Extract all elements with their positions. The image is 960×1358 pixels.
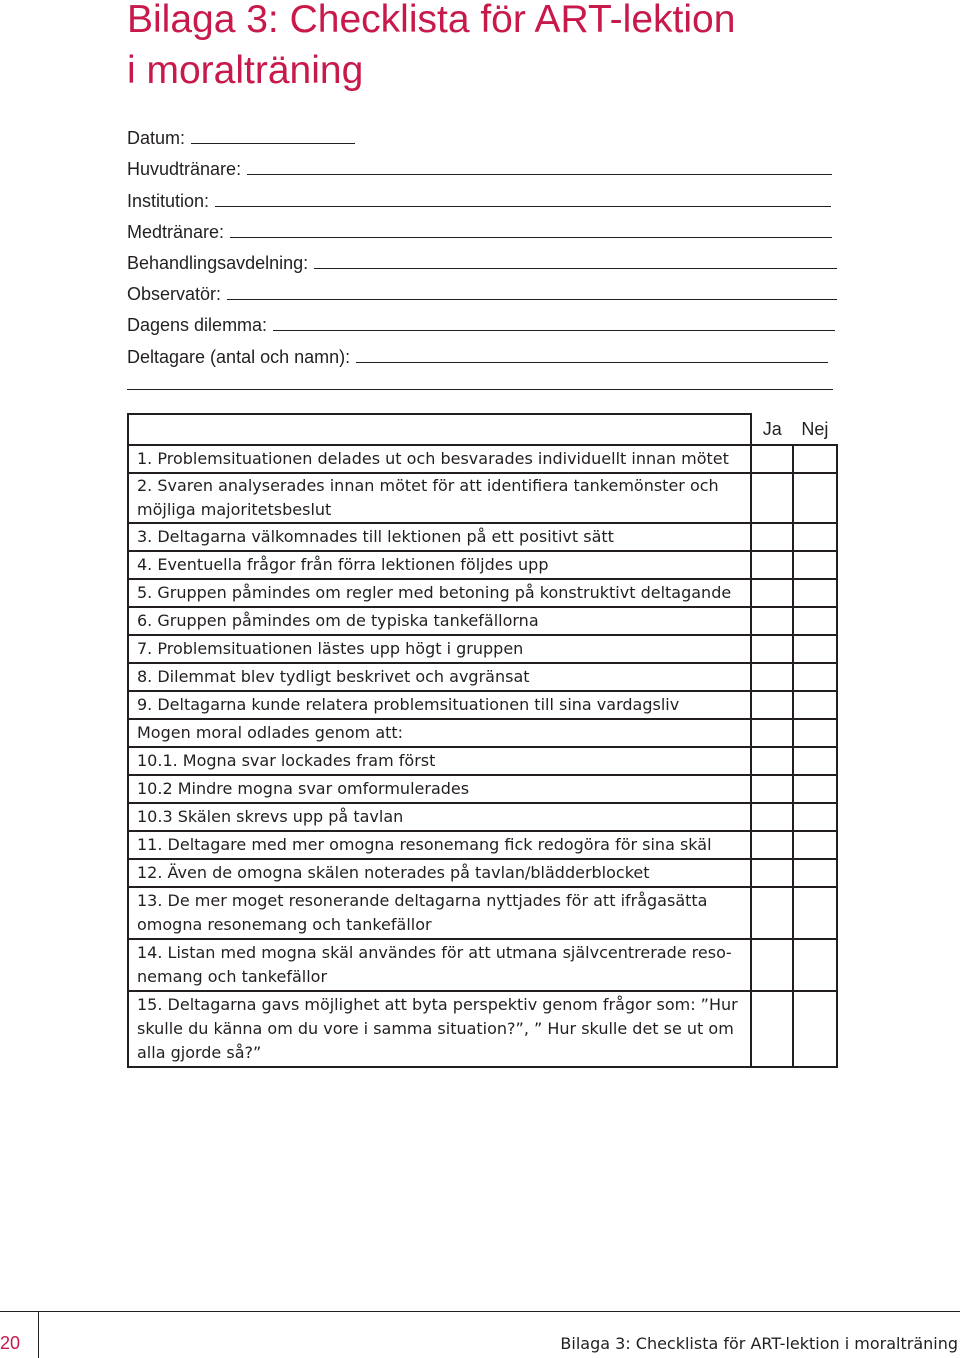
no-checkbox-cell[interactable]: [793, 473, 837, 523]
checklist-row: [128, 719, 837, 747]
head-trainer-field: [127, 149, 837, 180]
checklist-row: [128, 887, 837, 939]
yes-checkbox-cell[interactable]: [751, 691, 793, 719]
treatment-unit-label: Behandlingsavdelning:: [127, 252, 309, 273]
checklist-item-text: 14. Listan med mogna skäl användes för att utmana självcentrerade resonemang och tankefällor: [128, 939, 751, 991]
checklist-row: [128, 775, 837, 803]
page-title-line-2: i moralträning: [127, 49, 364, 92]
checklist-row: [128, 473, 837, 523]
no-checkbox-cell[interactable]: [793, 445, 837, 473]
yes-checkbox-cell[interactable]: [751, 579, 793, 607]
checklist-row: [128, 445, 837, 473]
checklist-row: [128, 579, 837, 607]
yes-checkbox-cell[interactable]: [751, 719, 793, 747]
checklist-item-text: Mogen moral odlades genom att:: [128, 719, 751, 747]
checklist-row: [128, 803, 837, 831]
no-checkbox-cell[interactable]: [793, 523, 837, 551]
yes-checkbox-cell[interactable]: [751, 663, 793, 691]
yes-checkbox-cell[interactable]: [751, 523, 793, 551]
yes-checkbox-cell[interactable]: [751, 831, 793, 859]
checklist-row: [128, 859, 837, 887]
no-checkbox-cell[interactable]: [793, 663, 837, 691]
checklist-item-text: 9. Deltagarna kunde relatera problemsituationen till sina vardagsliv: [128, 691, 751, 719]
treatment-unit-field: [127, 243, 837, 274]
checklist-header-blank: [128, 414, 751, 445]
checklist-item-text: 8. Dilemmat blev tydligt beskrivet och avgränsat: [128, 663, 751, 691]
yes-checkbox-cell[interactable]: [751, 939, 793, 991]
yes-checkbox-cell[interactable]: [751, 607, 793, 635]
head-trainer-input-line[interactable]: [247, 174, 832, 175]
checklist-table: [127, 413, 838, 1068]
page-title-line-1: Bilaga 3: Checklista för ART-lektion: [127, 0, 736, 41]
yes-checkbox-cell[interactable]: [751, 473, 793, 523]
date-field: [127, 118, 837, 149]
checklist-row: [128, 523, 837, 551]
co-trainer-label: Medtränare:: [127, 221, 225, 242]
yes-checkbox-cell[interactable]: [751, 747, 793, 775]
checklist-row: [128, 607, 837, 635]
no-checkbox-cell[interactable]: [793, 579, 837, 607]
observer-label: Observatör:: [127, 284, 222, 305]
co-trainer-field: [127, 212, 837, 243]
page-title: [127, 0, 735, 96]
checklist-item-text: 7. Problemsituationen lästes upp högt i gruppen: [128, 635, 751, 663]
no-checkbox-cell[interactable]: [793, 747, 837, 775]
footer-separator: [38, 1312, 39, 1358]
no-checkbox-cell[interactable]: [793, 691, 837, 719]
no-checkbox-cell[interactable]: [793, 939, 837, 991]
co-trainer-input-line[interactable]: [230, 237, 832, 238]
institution-label: Institution:: [127, 190, 210, 211]
yes-checkbox-cell[interactable]: [751, 991, 793, 1067]
participants-field: [127, 336, 837, 367]
participants-label: Deltagare (antal och namn):: [127, 346, 351, 367]
observer-input-line[interactable]: [227, 299, 837, 300]
checklist-item-text: 11. Deltagare med mer omogna resonemang fick redogöra för sina skäl: [128, 831, 751, 859]
yes-checkbox-cell[interactable]: [751, 551, 793, 579]
checklist-item-text: 10.1. Mogna svar lockades fram först: [128, 747, 751, 775]
date-input-line[interactable]: [191, 143, 355, 144]
no-checkbox-cell[interactable]: [793, 719, 837, 747]
no-checkbox-cell[interactable]: [793, 803, 837, 831]
checklist-row: [128, 551, 837, 579]
dilemma-field: [127, 305, 837, 336]
no-checkbox-cell[interactable]: [793, 991, 837, 1067]
yes-checkbox-cell[interactable]: [751, 635, 793, 663]
date-label: Datum:: [127, 128, 186, 149]
header-fields: [127, 118, 837, 368]
no-checkbox-cell[interactable]: [793, 859, 837, 887]
page-number: 20: [0, 1333, 21, 1353]
running-title: Bilaga 3: Checklista för ART-lektion i moralträning: [560, 1334, 958, 1353]
checklist-item-text: 5. Gruppen påmindes om regler med betoning på konstruktivt deltagande: [128, 579, 751, 607]
dilemma-input-line[interactable]: [273, 330, 835, 331]
checklist-row: [128, 691, 837, 719]
footer-rule: [0, 1311, 960, 1312]
checklist-item-text: 4. Eventuella frågor från förra lektionen följdes upp: [128, 551, 751, 579]
checklist-item-text: 1. Problemsituationen delades ut och besvarades individuellt innan mötet: [128, 445, 751, 473]
checklist-item-text: 3. Deltagarna välkomnades till lektionen på ett positivt sätt: [128, 523, 751, 551]
checklist-row: [128, 991, 837, 1067]
institution-input-line[interactable]: [215, 206, 831, 207]
yes-checkbox-cell[interactable]: [751, 803, 793, 831]
institution-field: [127, 180, 837, 211]
no-checkbox-cell[interactable]: [793, 635, 837, 663]
no-checkbox-cell[interactable]: [793, 551, 837, 579]
checklist-header-row: [128, 414, 837, 445]
checklist-row: [128, 747, 837, 775]
no-checkbox-cell[interactable]: [793, 887, 837, 939]
checklist-item-text: 6. Gruppen påmindes om de typiska tankefällorna: [128, 607, 751, 635]
yes-checkbox-cell[interactable]: [751, 775, 793, 803]
yes-column-header: Ja: [751, 414, 793, 445]
checklist-row: [128, 831, 837, 859]
head-trainer-label: Huvudtränare:: [127, 159, 242, 180]
no-checkbox-cell[interactable]: [793, 831, 837, 859]
treatment-unit-input-line[interactable]: [314, 268, 837, 269]
checklist-row: [128, 635, 837, 663]
no-checkbox-cell[interactable]: [793, 607, 837, 635]
no-column-header: Nej: [801, 418, 829, 439]
checklist-item-text: 12. Även de omogna skälen noterades på tavlan/blädderblocket: [128, 859, 751, 887]
yes-checkbox-cell[interactable]: [751, 859, 793, 887]
participants-extra-line[interactable]: [127, 389, 833, 390]
yes-checkbox-cell[interactable]: [751, 887, 793, 939]
dilemma-label: Dagens dilemma:: [127, 315, 268, 336]
checklist-item-text: 13. De mer moget resonerande deltagarna nyttjades för att ifrågasätta omogna resonemang och tankefällor: [128, 887, 751, 939]
participants-input-line[interactable]: [356, 362, 828, 363]
checklist-item-text: 2. Svaren analyserades innan mötet för att identifiera tankemönster och möjliga majoritetsbeslut: [128, 473, 751, 523]
observer-field: [127, 274, 837, 305]
checklist-item-text: 15. Deltagarna gavs möjlighet att byta perspektiv genom frågor som: ”Hur skulle du känna om du vore i samma situation?”, ” Hur skulle det se ut om alla gjorde så?”: [128, 991, 751, 1067]
yes-checkbox-cell[interactable]: [751, 445, 793, 473]
checklist-item-text: 10.3 Skälen skrevs upp på tavlan: [128, 803, 751, 831]
checklist-item-text: 10.2 Mindre mogna svar omformulerades: [128, 775, 751, 803]
checklist-row: [128, 663, 837, 691]
no-checkbox-cell[interactable]: [793, 775, 837, 803]
checklist-row: [128, 939, 837, 991]
